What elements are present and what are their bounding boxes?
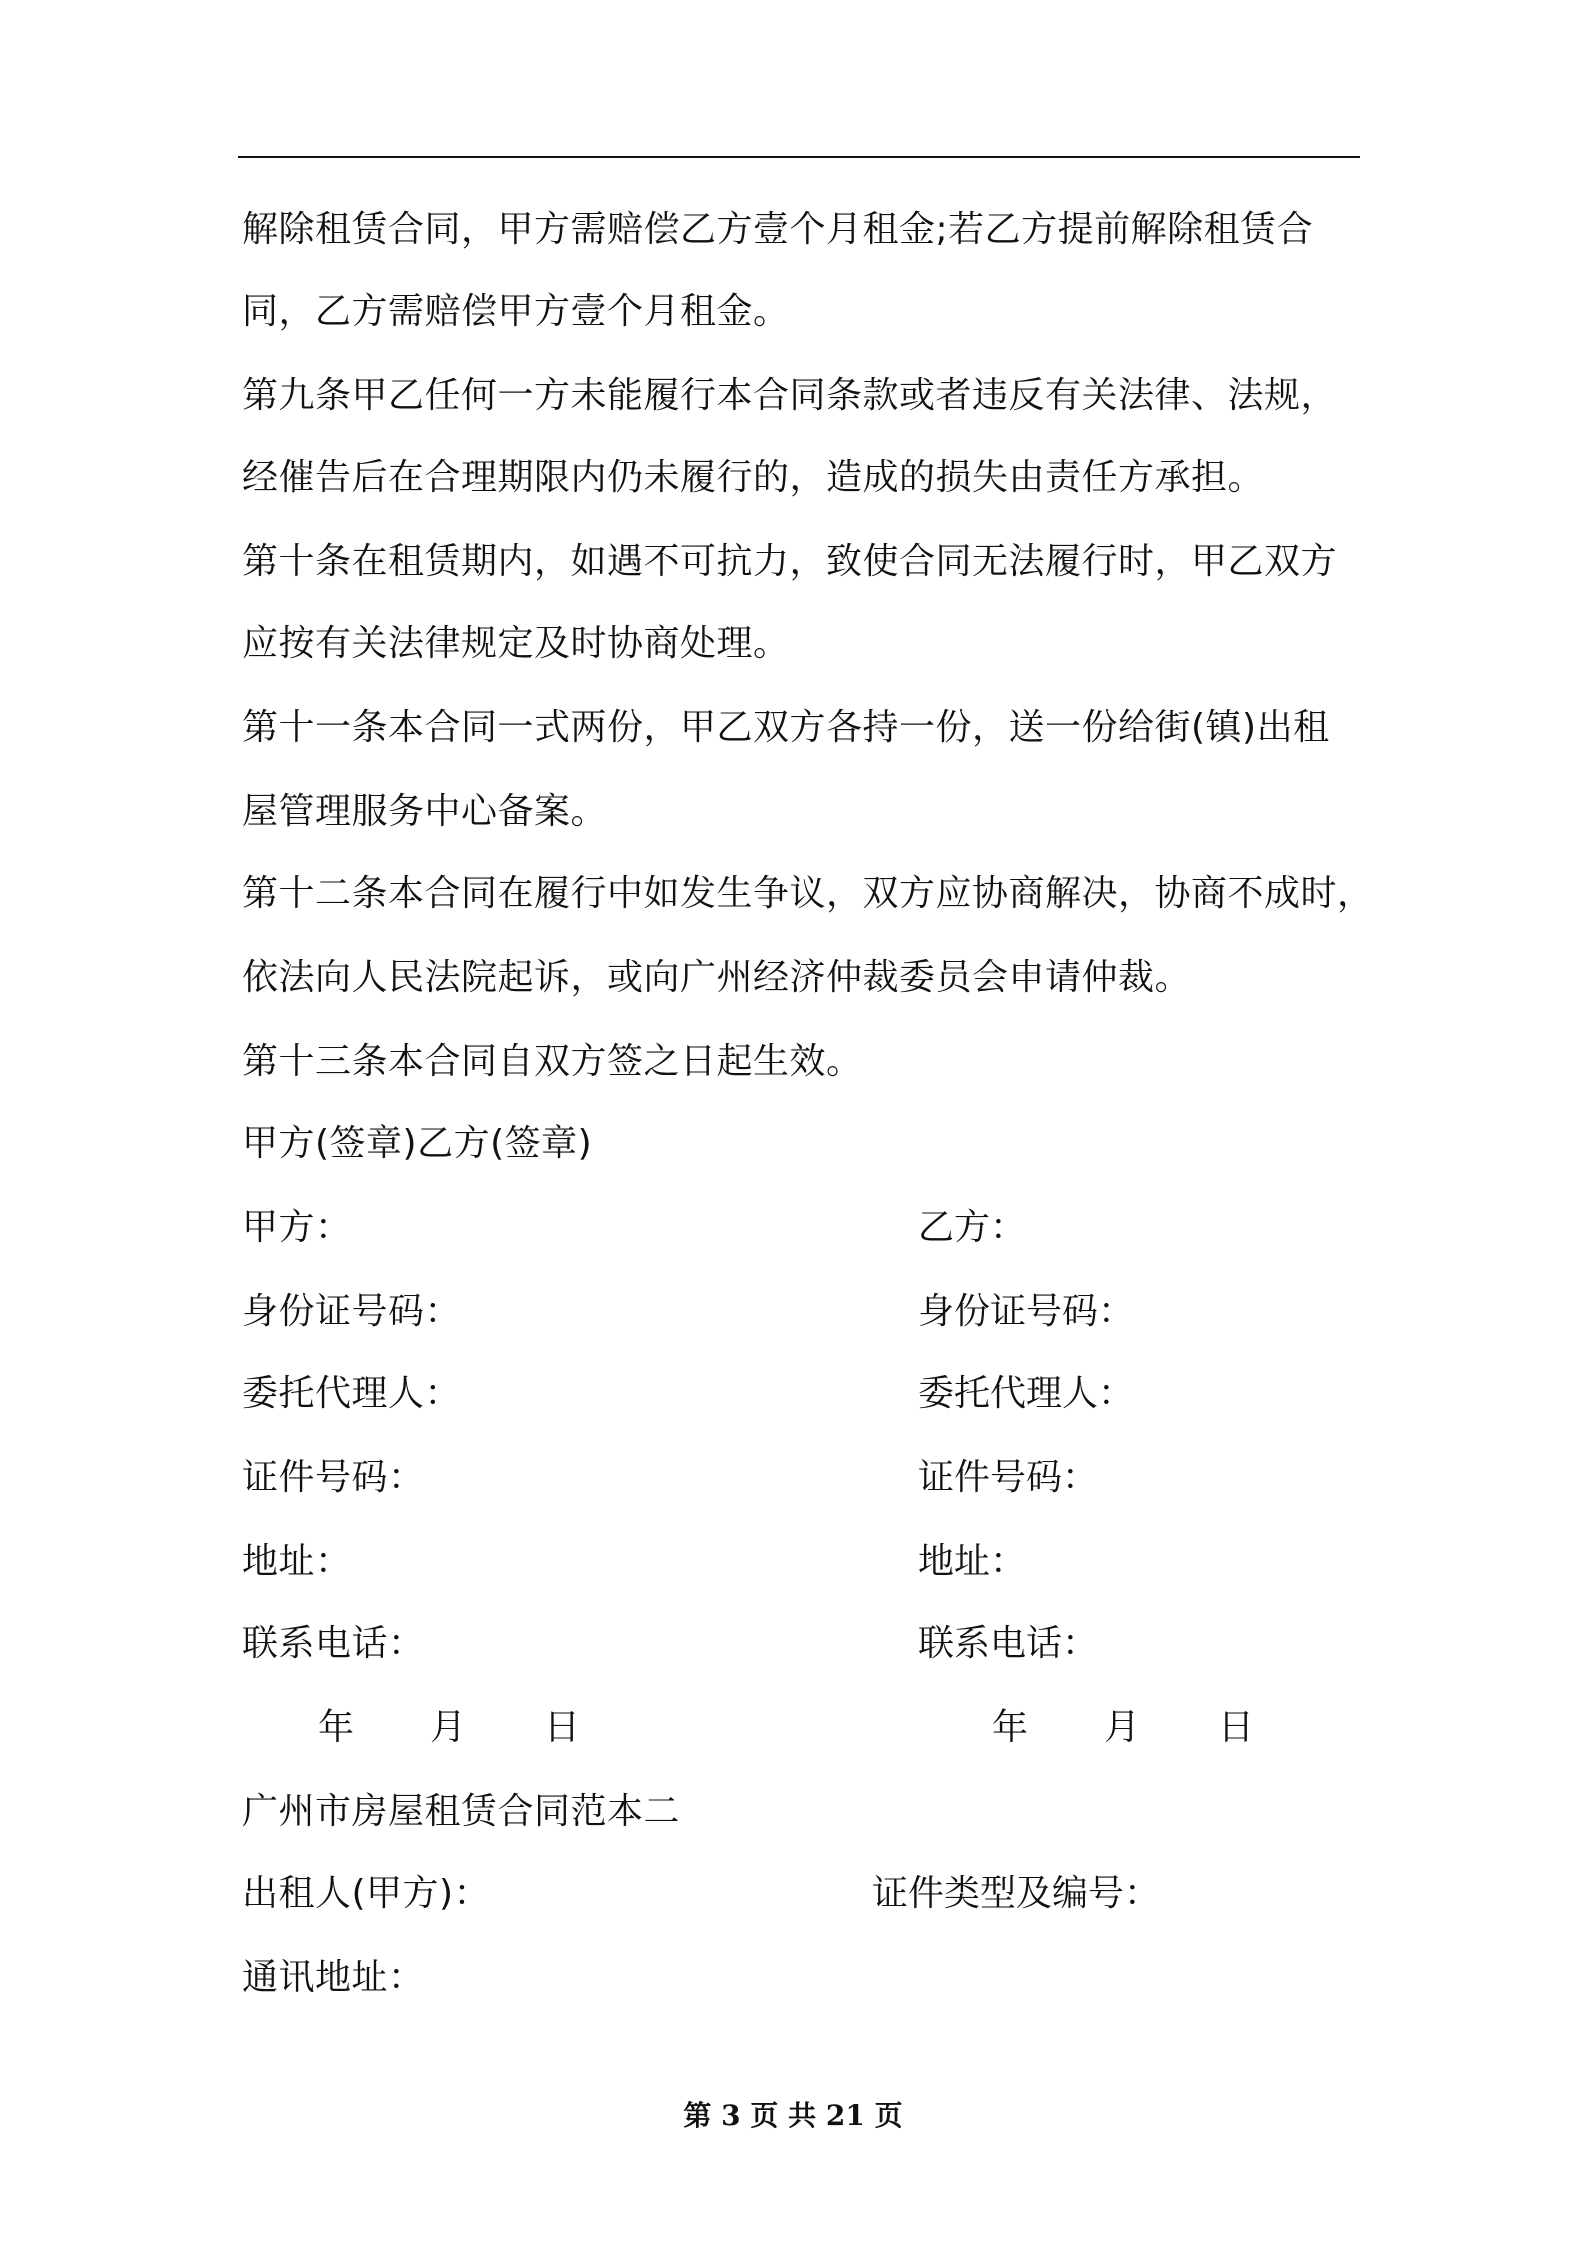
lessor-label: 出租人(甲方)： <box>242 1873 491 1914</box>
party-a-date-day: 日 <box>544 1707 581 1748</box>
id-type-label: 证件类型及编号： <box>872 1873 1161 1914</box>
party-b-id-label: 身份证号码： <box>918 1291 1135 1332</box>
paragraph-line: 解除租赁合同，甲方需赔偿乙方壹个月租金;若乙方提前解除租赁合 <box>242 209 1314 250</box>
party-b-date-year: 年 <box>992 1707 1029 1748</box>
party-a-label: 甲方： <box>242 1207 352 1248</box>
party-a-date-month: 月 <box>430 1707 467 1748</box>
paragraph-line: 第十二条本合同在履行中如发生争议，双方应协商解决，协商不成时， <box>242 873 1374 914</box>
paragraph-line: 同，乙方需赔偿甲方壹个月租金。 <box>242 291 790 332</box>
paragraph-line: 第十三条本合同自双方签之日起生效。 <box>242 1041 863 1082</box>
paragraph-line: 第十条在租赁期内，如遇不可抗力，致使合同无法履行时，甲乙双方 <box>242 541 1338 582</box>
party-b-agent-label: 委托代理人： <box>918 1373 1135 1414</box>
party-b-date-month: 月 <box>1104 1707 1141 1748</box>
party-b-date-day: 日 <box>1218 1707 1255 1748</box>
header-rule <box>238 156 1360 158</box>
paragraph-line: 屋管理服务中心备案。 <box>242 791 608 832</box>
paragraph-line: 第九条甲乙任何一方未能履行本合同条款或者违反有关法律、法规， <box>242 375 1338 416</box>
party-a-id-label: 身份证号码： <box>242 1291 462 1332</box>
party-a-cert-label: 证件号码： <box>242 1457 425 1498</box>
paragraph-line: 经催告后在合理期限内仍未履行的，造成的损失由责任方承担。 <box>242 457 1265 498</box>
paragraph-line: 第十一条本合同一式两份，甲乙双方各持一份，送一份给街(镇)出租 <box>242 707 1330 748</box>
party-a-address-label: 地址： <box>242 1541 352 1582</box>
paragraph-line: 依法向人民法院起诉，或向广州经济仲裁委员会申请仲裁。 <box>242 957 1192 998</box>
address-label: 通讯地址： <box>242 1957 425 1998</box>
party-b-phone-label: 联系电话： <box>918 1623 1099 1664</box>
second-contract-title: 广州市房屋租赁合同范本二 <box>242 1791 681 1832</box>
party-b-label: 乙方： <box>918 1207 1027 1248</box>
party-b-cert-label: 证件号码： <box>918 1457 1099 1498</box>
paragraph-line: 应按有关法律规定及时协商处理。 <box>242 623 790 664</box>
party-b-address-label: 地址： <box>918 1541 1027 1582</box>
party-a-date-year: 年 <box>318 1707 355 1748</box>
party-a-agent-label: 委托代理人： <box>242 1373 462 1414</box>
signature-heading: 甲方(签章)乙方(签章) <box>242 1123 593 1164</box>
page-number: 第 3 页 共 21 页 <box>683 2099 903 2132</box>
party-a-phone-label: 联系电话： <box>242 1623 425 1664</box>
